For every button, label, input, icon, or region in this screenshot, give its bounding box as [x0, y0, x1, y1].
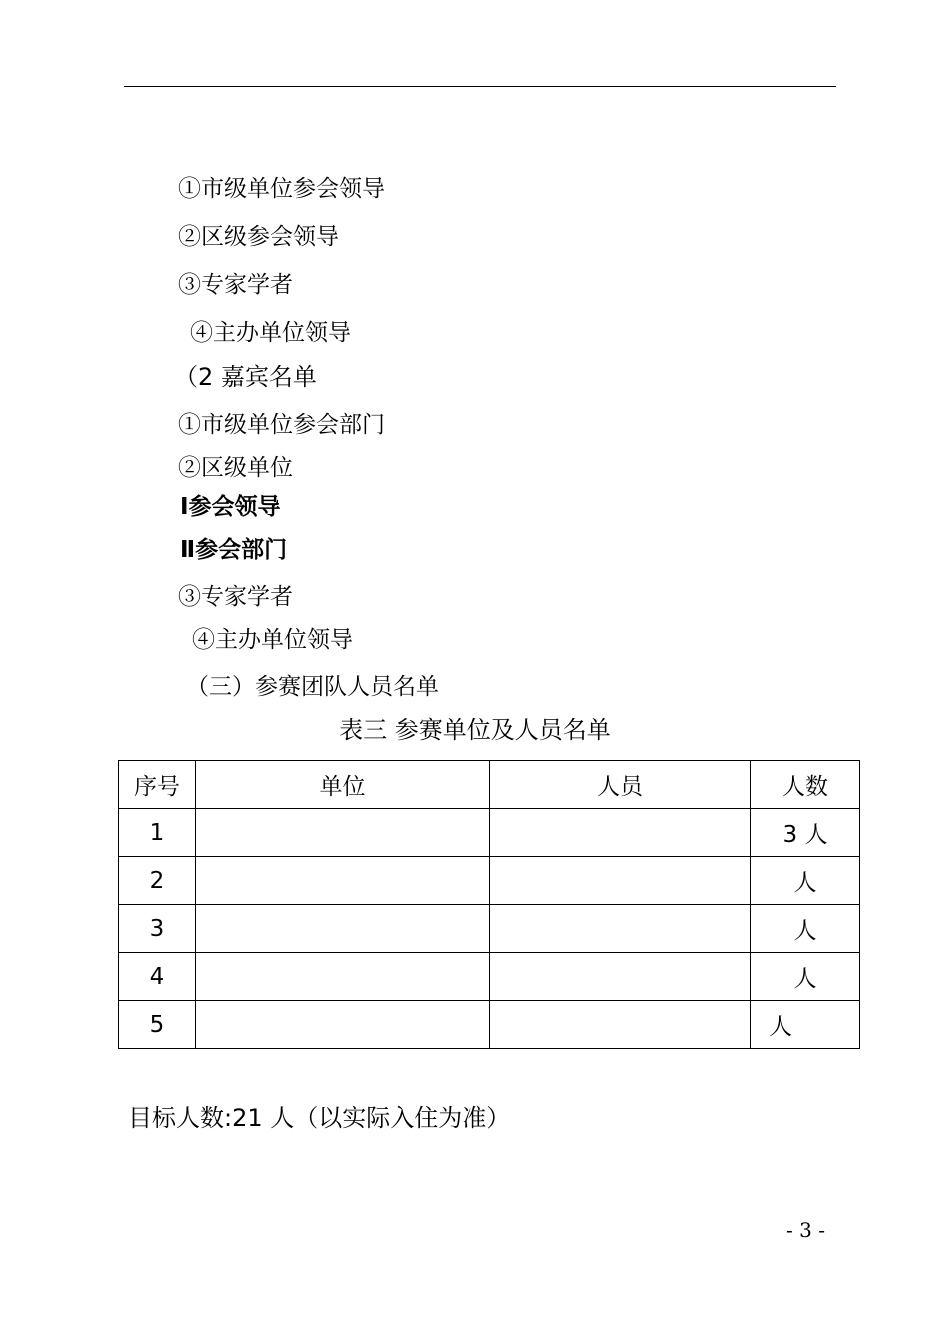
- table-row: [119, 953, 860, 1001]
- team-list-heading: （三）参赛团队人员名单: [186, 674, 439, 700]
- cell-seq: 4: [119, 953, 196, 1001]
- leader-item-city: ①市级单位参会领导: [178, 176, 385, 202]
- guest-subitem-departments: Ⅱ参会部门: [180, 537, 288, 563]
- cell-unit: [196, 953, 490, 1001]
- target-headcount: 目标人数:21 人（以实际入住为准）: [128, 1104, 511, 1132]
- cell-unit: [196, 905, 490, 953]
- cell-count: 人: [751, 1001, 860, 1049]
- table-row: [119, 857, 860, 905]
- guest-item-city: ①市级单位参会部门: [178, 412, 385, 438]
- cell-seq: 3: [119, 905, 196, 953]
- cell-people: [490, 905, 751, 953]
- cell-seq: 5: [119, 1001, 196, 1049]
- guest-item-experts: ③专家学者: [178, 584, 293, 610]
- header-count: 人数: [751, 761, 860, 809]
- leader-item-district: ②区级参会领导: [178, 224, 339, 250]
- cell-unit: [196, 857, 490, 905]
- leader-item-experts: ③专家学者: [178, 272, 293, 298]
- cell-count: 人: [751, 953, 860, 1001]
- table-row: [119, 905, 860, 953]
- cell-count: 人: [751, 857, 860, 905]
- cell-count: 3 人: [751, 809, 860, 857]
- cell-count: 人: [751, 905, 860, 953]
- cell-seq: 1: [119, 809, 196, 857]
- guest-item-host: ④主办单位领导: [192, 627, 353, 653]
- table-title: 表三 参赛单位及人员名单: [339, 716, 611, 744]
- cell-seq: 2: [119, 857, 196, 905]
- header-rule: [124, 86, 836, 87]
- guest-item-district: ②区级单位: [178, 455, 293, 481]
- guest-subitem-leaders: Ⅰ参会领导: [180, 494, 281, 520]
- table-header-row: [119, 761, 860, 809]
- table-row: [119, 1001, 860, 1049]
- cell-people: [490, 857, 751, 905]
- cell-people: [490, 953, 751, 1001]
- cell-people: [490, 809, 751, 857]
- header-unit: 单位: [196, 761, 490, 809]
- guest-list-heading: （2 嘉宾名单: [174, 363, 317, 391]
- page-number: - 3 -: [786, 1218, 825, 1242]
- header-seq: 序号: [119, 761, 196, 809]
- header-people: 人员: [490, 761, 751, 809]
- cell-unit: [196, 1001, 490, 1049]
- cell-people: [490, 1001, 751, 1049]
- roster-table: [118, 760, 860, 1049]
- leader-item-host: ④主办单位领导: [190, 320, 351, 346]
- table-row: [119, 809, 860, 857]
- cell-unit: [196, 809, 490, 857]
